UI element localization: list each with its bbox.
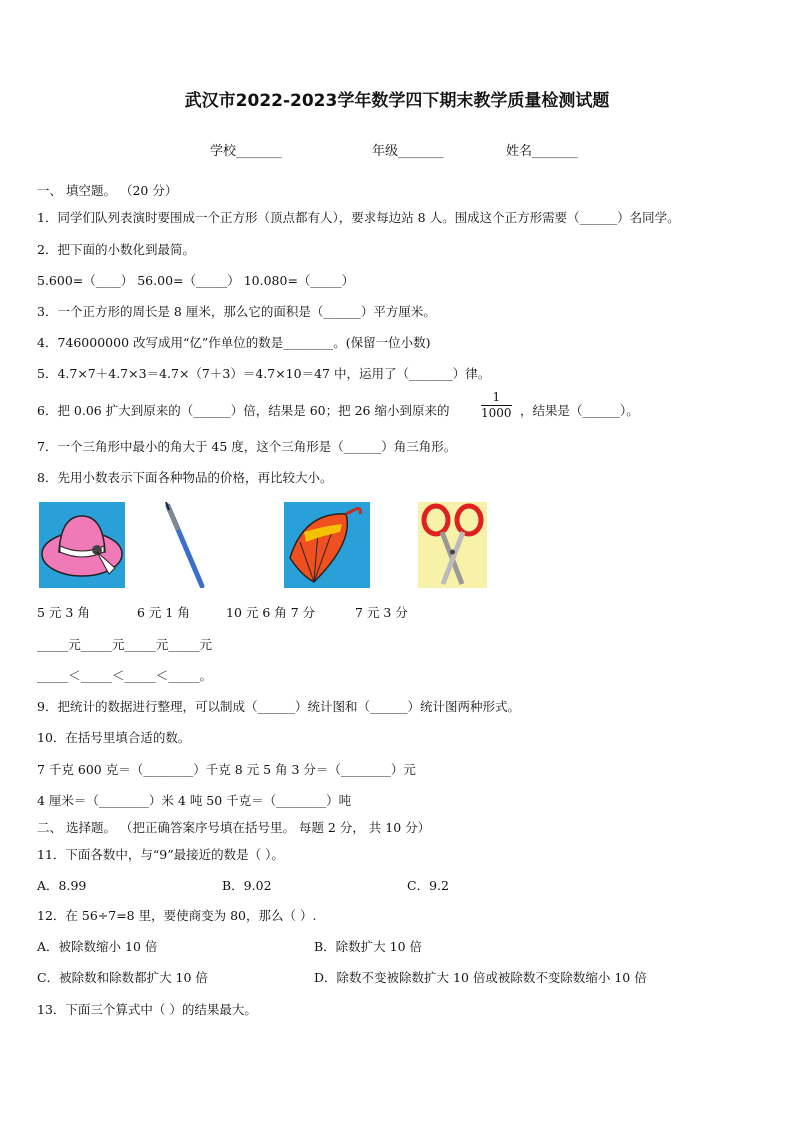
question-10-line1: 7 千克 600 克＝（________）千克 8 元 5 角 3 分＝（________）元 [37, 762, 416, 777]
page-title: 武汉市2022-2023学年数学四下期末教学质量检测试题 [184, 91, 610, 111]
option-c: C．9.2 [407, 878, 449, 893]
scissors-image [418, 502, 487, 588]
hat-image [39, 502, 125, 588]
pen-image [160, 502, 210, 588]
fraction-denominator: 1000 [481, 406, 512, 420]
question-10-line2: 4 厘米＝（________）米 4 吨 50 千克＝（________）吨 [37, 793, 352, 808]
school-field: 学校_______ [210, 144, 282, 159]
question-7: 7．一个三角形中最小的角大于 45 度，这个三角形是（______）角三角形。 [37, 439, 457, 454]
fraction-numerator: 1 [481, 390, 512, 406]
option-b: B．9.02 [222, 878, 272, 893]
question-2: 2．把下面的小数化到最简。 [37, 242, 195, 257]
question-2-items: 5.600=（____） 56.00=（_____） 10.080=（_____） [37, 273, 355, 288]
section-2-heading: 二、 选择题。 （把正确答案序号填在括号里。 每题 2 分， 共 10 分） [37, 820, 431, 835]
question-4: 4．746000000 改写成用“亿”作单位的数是________。(保留一位小数) [37, 335, 431, 350]
question-11: 11．下面各数中，与“9”最接近的数是（ ）。 [37, 847, 284, 862]
option-c: C．被除数和除数都扩大 10 倍 [37, 970, 208, 985]
fraction [481, 390, 512, 421]
umbrella-image [284, 502, 370, 588]
name-field: 姓名_______ [506, 144, 578, 159]
grade-field: 年级_______ [372, 144, 444, 159]
question-12: 12．在 56÷7=8 里，要使商变为 80，那么（ ）. [37, 908, 317, 923]
price-label: 10 元 6 角 7 分 [226, 605, 316, 620]
question-9: 9．把统计的数据进行整理，可以制成（______）统计图和（______）统计图两种形式。 [37, 699, 520, 714]
question-5: 5．4.7×7＋4.7×3＝4.7×（7＋3）＝4.7×10＝47 中，运用了（_______）律。 [37, 366, 491, 381]
question-3: 3．一个正方形的周长是 8 厘米，那么它的面积是（______）平方厘米。 [37, 304, 436, 319]
question-8-compare-line: _____＜_____＜_____＜_____。 [37, 668, 213, 683]
question-13: 13．下面三个算式中（ ）的结果最大。 [37, 1002, 257, 1017]
option-a: A．被除数缩小 10 倍 [37, 939, 158, 954]
section-1-heading: 一、 填空题。 （20 分） [37, 183, 178, 198]
price-label: 5 元 3 角 [37, 605, 90, 620]
question-6-part1: 6．把 0.06 扩大到原来的（______）倍，结果是 60；把 26 缩小到原来的 [37, 403, 450, 418]
question-10: 10．在括号里填合适的数。 [37, 730, 191, 745]
question-8-decimal-line: _____元_____元_____元_____元 [37, 637, 213, 652]
option-b: B．除数扩大 10 倍 [314, 939, 423, 954]
question-1: 1．同学们队列表演时要围成一个正方形（顶点都有人），要求每边站 8 人。围成这个正方形需要（______）名同学。 [37, 210, 680, 225]
option-a: A．8.99 [37, 878, 87, 893]
price-label: 7 元 3 分 [355, 605, 408, 620]
question-8: 8．先用小数表示下面各种物品的价格，再比较大小。 [37, 470, 333, 485]
question-6-part2: ，结果是（______）。 [520, 403, 639, 418]
price-label: 6 元 1 角 [137, 605, 190, 620]
option-d: D．除数不变被除数扩大 10 倍或被除数不变除数缩小 10 倍 [314, 970, 647, 985]
